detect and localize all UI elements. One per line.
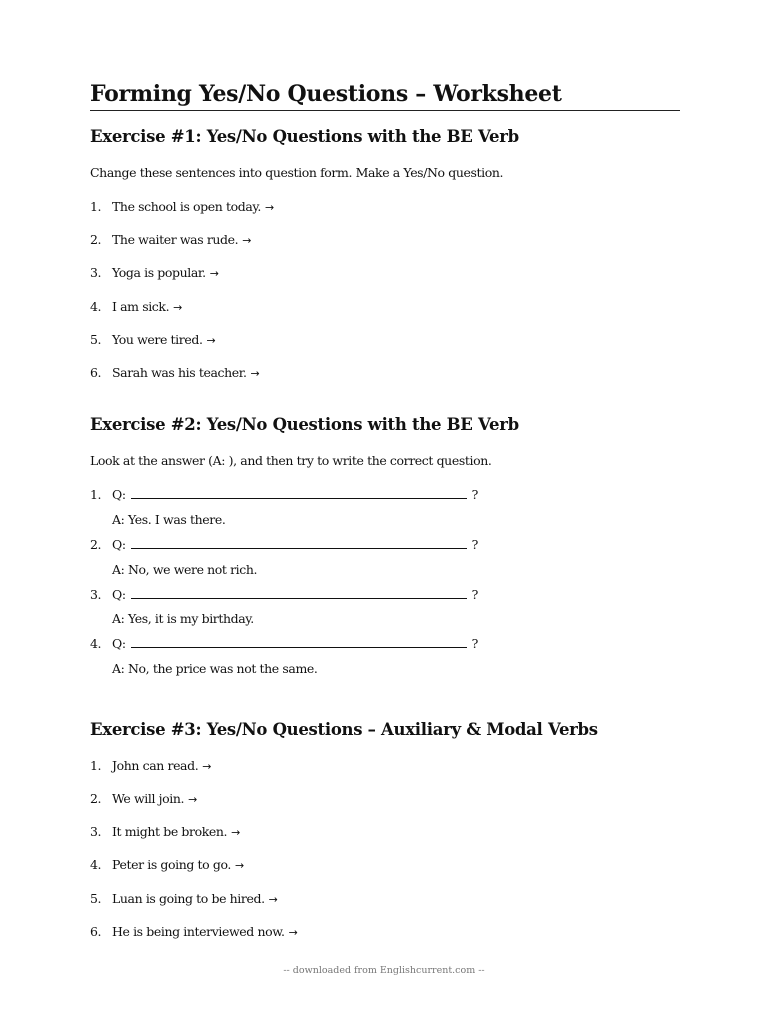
exercise2-question [90, 636, 478, 651]
question-mark: ? [471, 487, 478, 502]
item-number: 3. [90, 265, 102, 280]
exercise3-heading: Exercise #3: Yes/No Questions – Auxiliary & Modal Verbs [90, 720, 598, 739]
arrow-icon: → [231, 826, 240, 839]
arrow-icon: → [206, 334, 216, 347]
exercise2-heading: Exercise #2: Yes/No Questions with the BE Verb [90, 415, 519, 434]
arrow-icon: → [188, 793, 197, 806]
exercise2-instruction: Look at the answer (A: ), and then try to write the correct question. [90, 453, 492, 468]
question-prefix: Q: [112, 537, 126, 552]
question-prefix: Q: [112, 587, 126, 602]
arrow-icon: → [288, 926, 298, 939]
exercise1-item [90, 332, 215, 347]
exercise3-item [90, 791, 197, 806]
item-sentence: I am sick. [112, 299, 170, 314]
exercise2-answer: A: No, the price was not the same. [112, 661, 318, 676]
item-sentence: He is being interviewed now. [112, 924, 285, 939]
item-sentence: You were tired. [112, 332, 203, 347]
exercise1-heading: Exercise #1: Yes/No Questions with the BE Verb [90, 127, 519, 146]
arrow-icon: → [264, 201, 274, 214]
arrow-icon: → [202, 760, 212, 773]
item-number: 1. [90, 199, 102, 214]
item-number: 2. [90, 791, 102, 806]
exercise2-question [90, 487, 478, 502]
exercise2-question [90, 587, 478, 602]
item-sentence: Yoga is popular. [112, 265, 206, 280]
item-sentence: Peter is going to go. [112, 857, 231, 872]
item-number: 5. [90, 891, 102, 906]
exercise3-item [90, 924, 297, 939]
arrow-icon: → [209, 267, 219, 280]
item-sentence: The waiter was rude. [112, 232, 239, 247]
item-sentence: It might be broken. [112, 824, 228, 839]
item-sentence: Sarah was his teacher. [112, 365, 247, 380]
item-sentence: The school is open today. [112, 199, 261, 214]
item-number: 6. [90, 365, 102, 380]
exercise1-item [90, 365, 259, 380]
item-number: 4. [90, 299, 102, 314]
exercise2-answer: A: Yes. I was there. [112, 512, 226, 527]
item-sentence: John can read. [112, 758, 199, 773]
question-prefix: Q: [112, 636, 126, 651]
exercise3-item [90, 891, 277, 906]
answer-blank-line[interactable] [131, 537, 467, 549]
item-number: 3. [90, 824, 102, 839]
exercise3-item [90, 758, 211, 773]
question-mark: ? [471, 587, 478, 602]
item-number: 1. [90, 758, 102, 773]
exercise1-instruction: Change these sentences into question form. Make a Yes/No question. [90, 165, 504, 180]
item-number: 2. [90, 537, 102, 552]
item-number: 4. [90, 857, 102, 872]
question-mark: ? [471, 636, 478, 651]
exercise1-item [90, 199, 274, 214]
exercise1-item [90, 265, 219, 280]
item-sentence: Luan is going to be hired. [112, 891, 265, 906]
exercise2-answer: A: Yes, it is my birthday. [112, 611, 254, 626]
arrow-icon: → [250, 367, 260, 380]
arrow-icon: → [173, 301, 182, 314]
page-title: Forming Yes/No Questions – Worksheet [90, 81, 680, 111]
arrow-icon: → [234, 859, 244, 872]
exercise2-question [90, 537, 478, 552]
arrow-icon: → [242, 234, 252, 247]
page-footer: -- downloaded from Englishcurrent.com -- [283, 965, 485, 976]
item-number: 3. [90, 587, 102, 602]
item-number: 2. [90, 232, 102, 247]
item-number: 5. [90, 332, 102, 347]
item-number: 6. [90, 924, 102, 939]
question-prefix: Q: [112, 487, 126, 502]
question-mark: ? [471, 537, 478, 552]
exercise3-item [90, 857, 244, 872]
answer-blank-line[interactable] [131, 487, 467, 499]
item-number: 1. [90, 487, 102, 502]
exercise3-item [90, 824, 240, 839]
answer-blank-line[interactable] [131, 636, 467, 648]
exercise2-answer: A: No, we were not rich. [112, 562, 258, 577]
arrow-icon: → [268, 893, 278, 906]
item-number: 4. [90, 636, 102, 651]
exercise1-item [90, 232, 251, 247]
exercise1-item [90, 299, 182, 314]
item-sentence: We will join. [112, 791, 185, 806]
answer-blank-line[interactable] [131, 587, 467, 599]
